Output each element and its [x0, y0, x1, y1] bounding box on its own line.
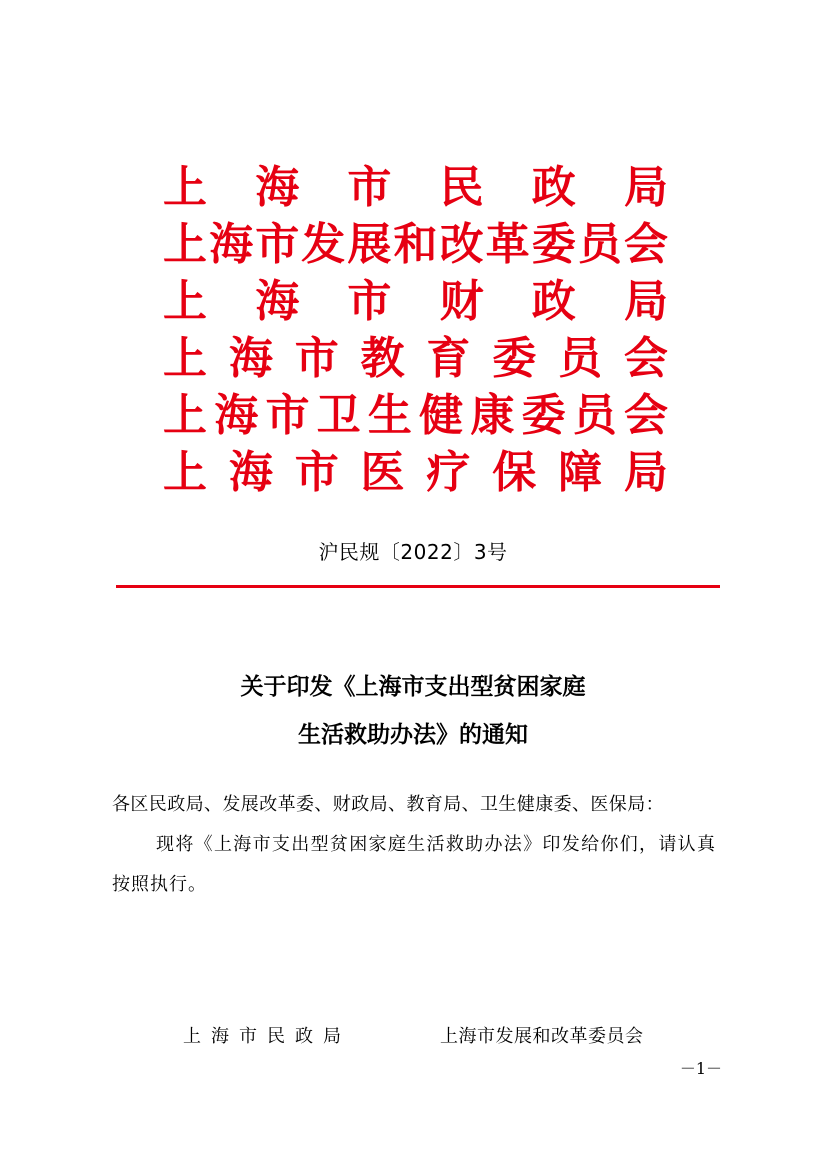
issuer-character: 上	[163, 276, 207, 327]
issuer-character: 政	[531, 276, 576, 327]
red-separator-line	[116, 585, 720, 588]
signer-civil-affairs: 上海市民政局	[183, 1026, 351, 1047]
issuer-character: 局	[623, 276, 668, 327]
issuer-character: 局	[623, 162, 668, 213]
issuer-character: 市	[265, 390, 310, 441]
issuer-character: 财	[439, 276, 484, 327]
document-title-line-1: 关于印发《上海市支出型贫困家庭	[240, 674, 586, 700]
issuer-line	[163, 216, 668, 273]
issuer-character: 保	[492, 447, 537, 498]
document-title-line-2: 生活救助办法》的通知	[298, 722, 528, 748]
issuer-character: 海	[255, 276, 300, 327]
issuer-character: 员	[558, 333, 603, 384]
issuer-character: 政	[531, 162, 576, 213]
issuer-character: 委	[521, 390, 566, 441]
issuer-character: 生	[367, 390, 412, 441]
issuer-character: 市	[347, 276, 392, 327]
issuer-character: 卫	[316, 390, 361, 441]
issuer-character: 展	[347, 219, 392, 270]
issuer-character: 发	[301, 219, 346, 270]
issuer-character: 市	[294, 447, 339, 498]
issuer-character: 上	[163, 219, 207, 270]
issuer-character: 疗	[426, 447, 471, 498]
issuer-character: 会	[623, 219, 668, 270]
issuer-character: 上	[163, 447, 207, 498]
issuer-character: 海	[214, 390, 259, 441]
issuer-character: 教	[360, 333, 405, 384]
issuer-character: 康	[470, 390, 515, 441]
page-number: －1－	[679, 1059, 722, 1078]
issuer-character: 上	[163, 162, 207, 213]
issuer-character: 局	[623, 447, 668, 498]
issuer-character: 育	[426, 333, 471, 384]
issuer-character: 会	[623, 390, 668, 441]
issuer-line	[163, 273, 668, 330]
issuer-line	[163, 387, 668, 444]
issuer-character: 员	[577, 219, 622, 270]
issuer-line	[163, 159, 668, 216]
issuing-agencies-header	[163, 159, 668, 501]
issuer-character: 健	[419, 390, 464, 441]
issuer-character: 海	[228, 333, 273, 384]
issuer-character: 障	[558, 447, 603, 498]
issuer-line	[163, 330, 668, 387]
document-number: 沪民规〔2022〕3号	[318, 540, 508, 564]
issuer-character: 改	[439, 219, 484, 270]
issuer-character: 会	[623, 333, 668, 384]
salutation: 各区民政局、发展改革委、财政局、教育局、卫生健康委、医保局：	[112, 794, 664, 815]
issuer-character: 海	[228, 447, 273, 498]
body-paragraph: 现将《上海市支出型贫困家庭生活救助办法》印发给你们，请认真按照执行。	[112, 834, 716, 895]
issuer-character: 委	[492, 333, 537, 384]
issuer-character: 革	[485, 219, 530, 270]
issuer-character: 海	[255, 162, 300, 213]
issuer-character: 海	[209, 219, 254, 270]
issuer-character: 医	[360, 447, 405, 498]
issuer-character: 委	[531, 219, 576, 270]
issuer-character: 员	[572, 390, 617, 441]
issuer-character: 市	[294, 333, 339, 384]
issuer-line	[163, 444, 668, 501]
issuer-character: 市	[255, 219, 300, 270]
issuer-character: 市	[347, 162, 392, 213]
issuer-character: 和	[393, 219, 438, 270]
issuer-character: 上	[163, 390, 207, 441]
issuer-character: 民	[439, 162, 484, 213]
signer-development-reform: 上海市发展和改革委员会	[440, 1026, 644, 1047]
issuer-character: 上	[163, 333, 207, 384]
